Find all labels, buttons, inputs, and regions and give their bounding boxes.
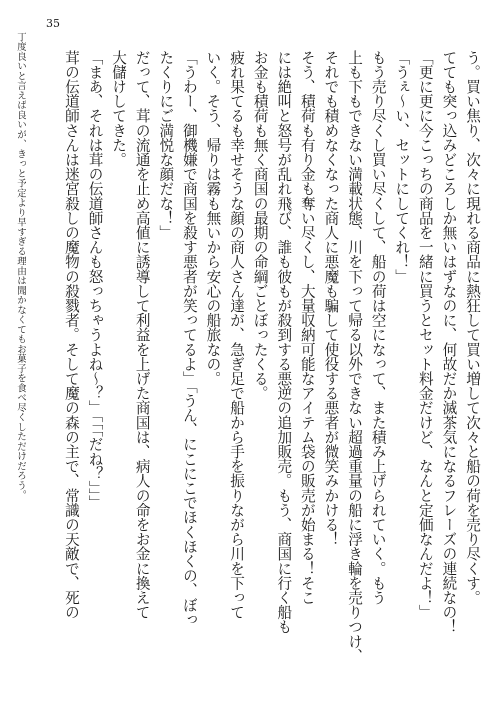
text-column: 茸の伝道師さんは迷宮殺しの魔物の殺戮者。そして魔の森の主で、常識の天敵で、死の	[62, 50, 80, 620]
text-column: てても突っ込みどころしか無いはずなのに、何故だか滅茶気になるフレーズの連続なの！	[440, 50, 458, 634]
text-column: 「まあ、それは茸の伝道師さんも怒っちゃうよね～？」「「「だね？」」」	[86, 50, 104, 510]
text-column: 「更に更に今こっちの商品を一緒に買うとセット料金だけど、なんと定価なんだよ！」	[416, 50, 434, 620]
text-column: たくりにご満悦な顔だな！」	[157, 50, 175, 240]
page-number: 35	[46, 17, 60, 30]
text-column: 上も下もできない満載状態、川を下って帰る以外できない超過重量の船に浮き輪を売りつけ、	[346, 50, 364, 664]
text-column: 大儲けしてきた。	[110, 50, 128, 167]
text-column: 疲れ果てるも幸せそうな顔の商人さん達が、急ぎ足で船から手を振りながら川を下って	[228, 50, 246, 620]
running-head: 丁度良いと言えば良いが、きっと予定より早すぎる理由は聞かなくてもお菓子を食べ尽くしただけだろう。	[15, 32, 26, 500]
text-column: う。買い焦り、次々に現れる商品に熱狂して買い増して次々と船の荷を売り尽くす。	[464, 50, 481, 605]
text-column: お金も積荷も無く商国の最期の命綱ごとぼったくる。	[251, 50, 269, 401]
text-column: いく。そう、帰りは霧も無いから安心の船旅なの。	[204, 50, 222, 386]
text-column: 「うぇ～い、セットにしてくれ！」	[393, 50, 411, 284]
text-column: だって、茸の流通を止め高値に誘導して利益を上げた商国は、病人の命をお金に換えて	[133, 50, 151, 620]
body-text	[44, 50, 484, 690]
text-column: そう、積荷も有り金も奪い尽くし、大量収納可能なアイテム袋の販売が始まる！そこ	[298, 50, 316, 605]
text-column: 「うわー、御機嫌で商国を殺す悪者が笑ってるよ」「うん、にこにこでほくほくの、ぼっ	[180, 50, 198, 627]
text-column: には絶叫と怒号が乱れ飛び、誰も彼もが殺到する悪逆の追加販売。もう、商国に行く船も	[275, 50, 293, 634]
text-column: もう売り尽くし買い尽くして、船の荷は空になって、また積み上げられていく。もう	[369, 50, 387, 605]
text-column: それでも積めなくなった商人に悪魔も騙して使役する悪者が微笑みかける！	[322, 50, 340, 547]
